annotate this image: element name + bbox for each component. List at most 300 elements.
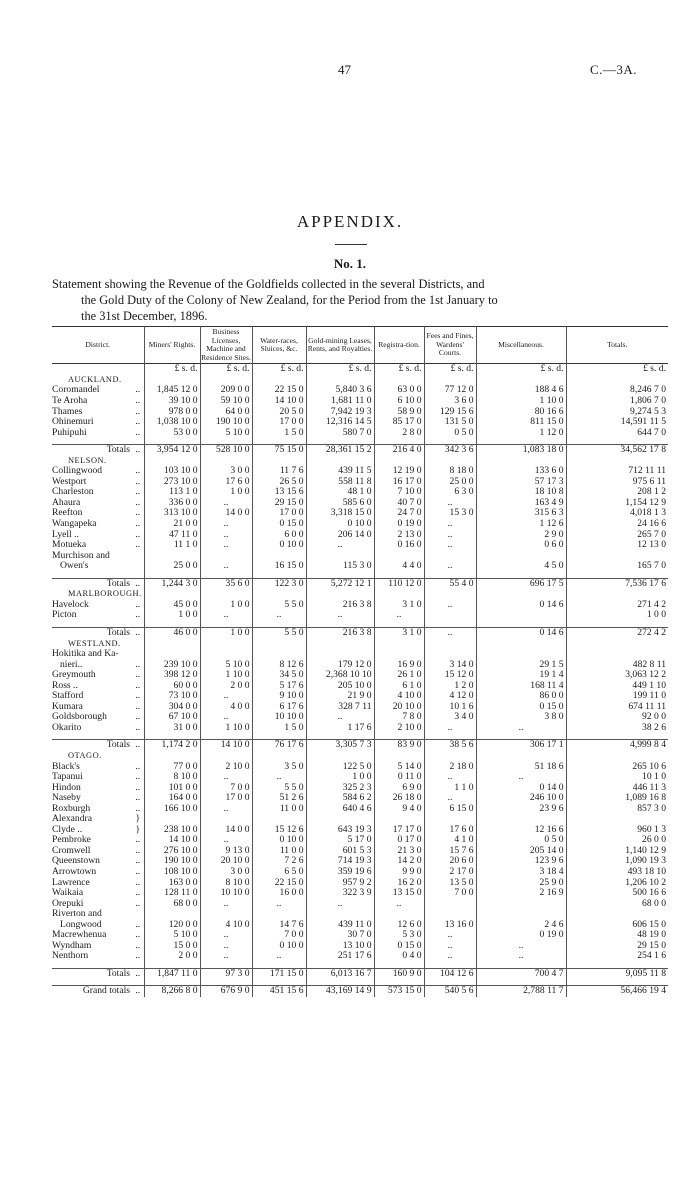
value-cell: 9 9 0 bbox=[374, 867, 424, 878]
district-name: Ohinemuri bbox=[52, 416, 94, 428]
value-cell bbox=[424, 649, 476, 660]
district-name: Lyell .. bbox=[52, 528, 79, 540]
value-cell: 131 5 0 bbox=[424, 417, 476, 428]
value-cell: 64 0 0 bbox=[200, 407, 252, 418]
value-cell: 18 10 8 bbox=[476, 487, 566, 498]
value-cell bbox=[476, 610, 566, 621]
value-cell: 16 17 0 bbox=[374, 477, 424, 488]
value-cell: 1 10 0 bbox=[476, 396, 566, 407]
district-name: Havelock bbox=[52, 598, 89, 610]
leader-dots: .. bbox=[135, 679, 141, 691]
totals-label: Totals bbox=[52, 968, 132, 979]
value-cell: 14 0 0 bbox=[200, 508, 252, 519]
col-miners-rights: Miners' Rights. bbox=[144, 327, 200, 364]
district-name: Naseby bbox=[52, 792, 81, 804]
district-name: Riverton and bbox=[52, 908, 102, 920]
value-cell: 8,266 8 0 bbox=[144, 986, 200, 997]
district-name: Ross .. bbox=[52, 679, 78, 691]
value-cell: 1,089 16 8 bbox=[566, 793, 668, 804]
value-cell bbox=[476, 899, 566, 910]
units-cell: £ s. d. bbox=[252, 364, 306, 375]
group-heading-cell: OTAGO. bbox=[68, 750, 102, 760]
value-cell: 8 12 6 bbox=[252, 660, 306, 671]
value-cell: 328 7 11 bbox=[306, 702, 374, 713]
leader-dots: .. bbox=[135, 475, 141, 487]
value-cell: 584 6 2 bbox=[306, 793, 374, 804]
totals-label: Totals bbox=[52, 578, 132, 589]
leader-dots: .. bbox=[135, 426, 141, 438]
units-cell: £ s. d. bbox=[144, 364, 200, 375]
value-cell: 16 9 0 bbox=[374, 660, 424, 671]
leader-dots: .. bbox=[135, 518, 141, 530]
district-name: Westport bbox=[52, 475, 87, 487]
value-cell: 1,154 12 9 bbox=[566, 498, 668, 509]
leader-dots: .. bbox=[135, 539, 141, 551]
value-cell: 439 11 5 bbox=[306, 466, 374, 477]
totals-label: Totals bbox=[52, 445, 132, 456]
value-cell: 199 11 0 bbox=[566, 691, 668, 702]
value-cell: 0 14 6 bbox=[476, 600, 566, 611]
value-cell: 3 4 0 bbox=[424, 712, 476, 723]
value-cell: .. bbox=[424, 519, 476, 530]
leader-dots: .. bbox=[135, 855, 141, 867]
empty-cell bbox=[200, 639, 252, 650]
value-cell: 2 10 0 bbox=[374, 723, 424, 734]
empty-cell bbox=[252, 751, 306, 762]
value-cell: 16 15 0 bbox=[252, 561, 306, 572]
table-row bbox=[52, 600, 668, 611]
value-cell: 19 1 4 bbox=[476, 670, 566, 681]
value-cell: 4 10 0 bbox=[374, 691, 424, 702]
value-cell: 206 14 0 bbox=[306, 530, 374, 541]
value-cell: 29 1 5 bbox=[476, 660, 566, 671]
value-cell: 239 10 0 bbox=[144, 660, 200, 671]
district-name: Arrowtown bbox=[52, 865, 97, 877]
value-cell: 1 0 0 bbox=[566, 610, 668, 621]
group-heading-cell: WESTLAND. bbox=[68, 638, 121, 648]
value-cell: 446 11 3 bbox=[566, 783, 668, 794]
value-cell: 2 9 0 bbox=[476, 530, 566, 541]
district-group-heading bbox=[52, 751, 668, 762]
leader-dots: } bbox=[135, 813, 141, 825]
value-cell: 77 0 0 bbox=[144, 762, 200, 773]
leader-dots: .. bbox=[135, 700, 141, 712]
value-cell: 2 13 0 bbox=[374, 530, 424, 541]
value-cell: 1 1 0 bbox=[424, 783, 476, 794]
leader-dots: .. bbox=[135, 507, 141, 519]
value-cell: 1 0 0 bbox=[144, 610, 200, 621]
value-cell: 273 10 0 bbox=[144, 477, 200, 488]
leader-dots: .. bbox=[135, 918, 141, 930]
value-cell: 67 10 0 bbox=[144, 712, 200, 723]
value-cell: 26 5 0 bbox=[252, 477, 306, 488]
value-cell: 336 0 0 bbox=[144, 498, 200, 509]
value-cell: 24 7 0 bbox=[374, 508, 424, 519]
value-cell: 251 17 6 bbox=[306, 951, 374, 962]
district-name: Motueka bbox=[52, 539, 87, 551]
statement-line-3: the 31st December, 1896. bbox=[81, 309, 208, 323]
value-cell: 7,942 19 3 bbox=[306, 407, 374, 418]
value-cell: 2 0 0 bbox=[144, 951, 200, 962]
value-cell: 160 9 0 bbox=[374, 968, 424, 979]
district-name: Goldsborough bbox=[52, 711, 107, 723]
value-cell: 674 11 11 bbox=[566, 702, 668, 713]
group-heading-dots bbox=[132, 639, 144, 650]
value-cell bbox=[566, 649, 668, 660]
value-cell: 0 15 0 bbox=[476, 702, 566, 713]
value-cell: .. bbox=[424, 498, 476, 509]
value-cell: 3 8 0 bbox=[476, 712, 566, 723]
units-cell: £ s. d. bbox=[306, 364, 374, 375]
value-cell: 272 4 2 bbox=[566, 627, 668, 638]
value-cell: 0 10 0 bbox=[252, 835, 306, 846]
empty-cell bbox=[306, 751, 374, 762]
value-cell: .. bbox=[200, 835, 252, 846]
value-cell: 29 15 0 bbox=[252, 498, 306, 509]
value-cell: 4 10 0 bbox=[200, 920, 252, 931]
value-cell: 4 5 0 bbox=[476, 561, 566, 572]
district-name: Thames bbox=[52, 405, 83, 417]
value-cell: .. bbox=[424, 951, 476, 962]
value-cell: 1 5 0 bbox=[252, 723, 306, 734]
district-name: Coromandel bbox=[52, 384, 100, 396]
leader-dots: .. bbox=[135, 486, 141, 498]
value-cell: 12 16 6 bbox=[476, 825, 566, 836]
value-cell: 14 2 0 bbox=[374, 856, 424, 867]
value-cell: 208 1 2 bbox=[566, 487, 668, 498]
value-cell: .. bbox=[424, 941, 476, 952]
value-cell: 14 10 0 bbox=[144, 835, 200, 846]
leader-dots: .. bbox=[135, 865, 141, 877]
value-cell: 76 17 6 bbox=[252, 740, 306, 751]
value-cell: 238 10 0 bbox=[144, 825, 200, 836]
value-cell: 133 6 0 bbox=[476, 466, 566, 477]
value-cell: 439 11 0 bbox=[306, 920, 374, 931]
value-cell: 51 2 6 bbox=[252, 793, 306, 804]
value-cell bbox=[144, 649, 200, 660]
value-cell: 975 6 11 bbox=[566, 477, 668, 488]
value-cell: 3 14 0 bbox=[424, 660, 476, 671]
value-cell: 978 0 0 bbox=[144, 407, 200, 418]
leader-dots bbox=[132, 649, 144, 660]
district-name: Kumara bbox=[52, 700, 83, 712]
value-cell: 209 0 0 bbox=[200, 385, 252, 396]
value-cell: 80 16 6 bbox=[476, 407, 566, 418]
value-cell: 164 0 0 bbox=[144, 793, 200, 804]
district-name: Macrewhenua bbox=[52, 929, 107, 941]
district-name: Lawrence bbox=[52, 876, 90, 888]
value-cell: 6 1 0 bbox=[374, 681, 424, 692]
value-cell: 6,013 16 7 bbox=[306, 968, 374, 979]
value-cell: 53 0 0 bbox=[144, 428, 200, 439]
district-name: Orepuki bbox=[52, 897, 84, 909]
value-cell: 20 5 0 bbox=[252, 407, 306, 418]
leader-dots: .. bbox=[135, 771, 141, 783]
value-cell: 2 0 0 bbox=[200, 681, 252, 692]
value-cell: 97 3 0 bbox=[200, 968, 252, 979]
value-cell: .. bbox=[306, 540, 374, 551]
value-cell: 38 2 6 bbox=[566, 723, 668, 734]
value-cell: 4 1 0 bbox=[424, 835, 476, 846]
leader-dots: .. bbox=[135, 781, 141, 793]
value-cell: 104 12 6 bbox=[424, 968, 476, 979]
leader-dots: .. bbox=[135, 384, 141, 396]
value-cell: 1,806 7 0 bbox=[566, 396, 668, 407]
value-cell: 0 17 0 bbox=[374, 835, 424, 846]
value-cell: 5 10 0 bbox=[144, 930, 200, 941]
group-heading-dots bbox=[132, 751, 144, 762]
value-cell: 1 12 6 bbox=[476, 519, 566, 530]
value-cell: 63 0 0 bbox=[374, 385, 424, 396]
leader-dots: .. bbox=[135, 395, 141, 407]
col-misc: Miscellaneous. bbox=[476, 327, 566, 364]
value-cell: 960 1 3 bbox=[566, 825, 668, 836]
value-cell: 13 10 0 bbox=[306, 941, 374, 952]
value-cell: 16 0 0 bbox=[252, 888, 306, 899]
value-cell: 0 19 0 bbox=[374, 519, 424, 530]
value-cell: 5 3 0 bbox=[374, 930, 424, 941]
value-cell: 2,788 11 7 bbox=[476, 986, 566, 997]
value-cell: 5 17 6 bbox=[252, 681, 306, 692]
value-cell: .. bbox=[424, 627, 476, 638]
district-name: Stafford bbox=[52, 690, 84, 702]
value-cell: 3,063 12 2 bbox=[566, 670, 668, 681]
statement-line-1: Statement showing the Revenue of the Goldfields collected in the several Districts, and bbox=[52, 277, 485, 291]
value-cell: 26 18 0 bbox=[374, 793, 424, 804]
value-cell: 15 7 6 bbox=[424, 846, 476, 857]
leader-dots: .. bbox=[132, 986, 144, 997]
value-cell: 3 18 4 bbox=[476, 867, 566, 878]
value-cell: 9 13 0 bbox=[200, 846, 252, 857]
value-cell: 14 0 0 bbox=[200, 825, 252, 836]
value-cell: 3 6 0 bbox=[424, 396, 476, 407]
leader-dots: .. bbox=[135, 939, 141, 951]
value-cell: 29 15 0 bbox=[566, 941, 668, 952]
value-cell: 11 0 0 bbox=[252, 846, 306, 857]
value-cell: 0 10 0 bbox=[306, 519, 374, 530]
value-cell: 449 1 10 bbox=[566, 681, 668, 692]
value-cell: 528 10 0 bbox=[200, 445, 252, 456]
district-name: Waikaia bbox=[52, 887, 84, 899]
leader-dots: .. bbox=[135, 669, 141, 681]
value-cell: 2 8 0 bbox=[374, 428, 424, 439]
table-row bbox=[52, 610, 668, 621]
leader-dots: .. bbox=[135, 897, 141, 909]
value-cell: .. bbox=[200, 712, 252, 723]
leader-dots: .. bbox=[132, 445, 144, 456]
value-cell bbox=[476, 649, 566, 660]
value-cell: 1 10 0 bbox=[200, 670, 252, 681]
leader-dots: .. bbox=[135, 416, 141, 428]
district-name: Hokitika and Ka- bbox=[52, 648, 119, 660]
district-name: Ahaura bbox=[52, 496, 81, 508]
value-cell: 5 17 0 bbox=[306, 835, 374, 846]
district-name: Black's bbox=[52, 760, 80, 772]
empty-cell bbox=[144, 751, 200, 762]
value-cell bbox=[424, 610, 476, 621]
value-cell: 451 15 6 bbox=[252, 986, 306, 997]
value-cell: 10 10 0 bbox=[252, 712, 306, 723]
value-cell: 640 4 6 bbox=[306, 804, 374, 815]
value-cell: 0 15 0 bbox=[252, 519, 306, 530]
value-cell: 23 9 6 bbox=[476, 804, 566, 815]
units-cell: £ s. d. bbox=[566, 364, 668, 375]
value-cell: 10 1 0 bbox=[566, 772, 668, 783]
table-row bbox=[52, 519, 668, 530]
value-cell: 9 4 0 bbox=[374, 804, 424, 815]
value-cell: 108 10 0 bbox=[144, 867, 200, 878]
totals-label: Grand totals bbox=[52, 986, 132, 997]
value-cell: 2 16 9 bbox=[476, 888, 566, 899]
leader-dots: .. bbox=[135, 690, 141, 702]
totals-row bbox=[52, 968, 668, 979]
district-name: Roxburgh bbox=[52, 802, 91, 814]
value-cell: 0 4 0 bbox=[374, 951, 424, 962]
value-cell: 3 0 0 bbox=[200, 466, 252, 477]
table-body bbox=[52, 364, 668, 997]
value-cell: 1 5 0 bbox=[252, 428, 306, 439]
value-cell: .. bbox=[200, 941, 252, 952]
value-cell: 3,954 12 0 bbox=[144, 445, 200, 456]
value-cell: 55 4 0 bbox=[424, 578, 476, 589]
value-cell: 696 17 5 bbox=[476, 578, 566, 589]
leader-dots: .. bbox=[135, 496, 141, 508]
value-cell: 5 5 0 bbox=[252, 600, 306, 611]
value-cell: 38 5 6 bbox=[424, 740, 476, 751]
value-cell: 0 15 0 bbox=[374, 941, 424, 952]
value-cell: 51 18 6 bbox=[476, 762, 566, 773]
value-cell: 585 6 0 bbox=[306, 498, 374, 509]
value-cell: 24 16 6 bbox=[566, 519, 668, 530]
value-cell: 15 12 0 bbox=[424, 670, 476, 681]
value-cell: 46 0 0 bbox=[144, 627, 200, 638]
value-cell: 4 4 0 bbox=[374, 561, 424, 572]
empty-cell bbox=[200, 751, 252, 762]
value-cell: 166 10 0 bbox=[144, 804, 200, 815]
value-cell: 580 7 0 bbox=[306, 428, 374, 439]
value-cell: 606 15 0 bbox=[566, 920, 668, 931]
value-cell: 276 10 0 bbox=[144, 846, 200, 857]
value-cell: 3,305 7 3 bbox=[306, 740, 374, 751]
value-cell: .. bbox=[424, 540, 476, 551]
district-name: Charleston bbox=[52, 486, 94, 498]
value-cell: 342 3 6 bbox=[424, 445, 476, 456]
value-cell bbox=[200, 649, 252, 660]
value-cell: .. bbox=[252, 610, 306, 621]
table-row bbox=[52, 649, 668, 660]
table-row bbox=[52, 723, 668, 734]
value-cell: 179 12 0 bbox=[306, 660, 374, 671]
district-name: Alexandra bbox=[52, 813, 92, 825]
value-cell: 8,246 7 0 bbox=[566, 385, 668, 396]
value-cell: 2,368 10 10 bbox=[306, 670, 374, 681]
value-cell: 10 10 0 bbox=[200, 888, 252, 899]
value-cell: 7 0 0 bbox=[424, 888, 476, 899]
leader-dots: .. bbox=[135, 792, 141, 804]
value-cell: 20 10 0 bbox=[200, 856, 252, 867]
value-cell: 40 7 0 bbox=[374, 498, 424, 509]
district-name: Puhipuhi bbox=[52, 426, 87, 438]
value-cell: 1,090 19 3 bbox=[566, 856, 668, 867]
leader-dots: .. bbox=[135, 802, 141, 814]
value-cell: 4,018 1 3 bbox=[566, 508, 668, 519]
value-cell: 2 17 0 bbox=[424, 867, 476, 878]
empty-cell bbox=[374, 751, 424, 762]
value-cell: 59 10 0 bbox=[200, 396, 252, 407]
value-cell: 265 10 6 bbox=[566, 762, 668, 773]
value-cell: 9,095 11 8 bbox=[566, 968, 668, 979]
value-cell: 0 5 0 bbox=[476, 835, 566, 846]
district-name: Clyde .. bbox=[52, 823, 83, 835]
value-cell: 0 14 0 bbox=[476, 783, 566, 794]
value-cell: 45 0 0 bbox=[144, 600, 200, 611]
value-cell: 188 4 6 bbox=[476, 385, 566, 396]
value-cell: 85 17 0 bbox=[374, 417, 424, 428]
value-cell: 1,206 10 2 bbox=[566, 878, 668, 889]
leader-dots: .. bbox=[135, 528, 141, 540]
value-cell: 1 10 0 bbox=[200, 723, 252, 734]
value-cell: .. bbox=[200, 772, 252, 783]
totals-row bbox=[52, 445, 668, 456]
value-cell: 14 10 0 bbox=[252, 396, 306, 407]
value-cell: 265 7 0 bbox=[566, 530, 668, 541]
appendix-title: APPENDIX. bbox=[296, 212, 404, 231]
district-name: Okarito bbox=[52, 721, 82, 733]
district-name: Wyndham bbox=[52, 939, 92, 951]
table-row bbox=[52, 530, 668, 541]
value-cell: 216 4 0 bbox=[374, 445, 424, 456]
value-cell: 12,316 14 5 bbox=[306, 417, 374, 428]
district-name: Longwood bbox=[60, 918, 102, 930]
header-row bbox=[52, 327, 668, 364]
value-cell: 6 9 0 bbox=[374, 783, 424, 794]
value-cell: 68 0 0 bbox=[566, 899, 668, 910]
value-cell: 1,244 3 0 bbox=[144, 578, 200, 589]
value-cell: 83 9 0 bbox=[374, 740, 424, 751]
section-number: No. 1. bbox=[333, 256, 367, 271]
value-cell: 13 15 6 bbox=[252, 487, 306, 498]
value-cell bbox=[374, 649, 424, 660]
value-cell: 0 14 6 bbox=[476, 627, 566, 638]
empty-cell bbox=[476, 639, 566, 650]
value-cell: 306 17 1 bbox=[476, 740, 566, 751]
value-cell: 163 0 0 bbox=[144, 878, 200, 889]
empty-cell bbox=[374, 639, 424, 650]
value-cell: 13 16 0 bbox=[424, 920, 476, 931]
empty-cell bbox=[144, 639, 200, 650]
value-cell: 25 0 0 bbox=[144, 561, 200, 572]
value-cell: 304 0 0 bbox=[144, 702, 200, 713]
value-cell: 1,847 11 0 bbox=[144, 968, 200, 979]
empty-cell bbox=[476, 751, 566, 762]
table-row bbox=[52, 867, 668, 878]
value-cell: .. bbox=[424, 561, 476, 572]
value-cell: 3 5 0 bbox=[252, 762, 306, 773]
leader-dots: .. bbox=[135, 598, 141, 610]
totals-row bbox=[52, 627, 668, 638]
value-cell: .. bbox=[200, 804, 252, 815]
col-fees: Fees and Fines, Wardens' Courts. bbox=[424, 327, 476, 364]
value-cell: 7 2 6 bbox=[252, 856, 306, 867]
value-cell: 48 19 0 bbox=[566, 930, 668, 941]
value-cell: .. bbox=[424, 600, 476, 611]
totals-row bbox=[52, 986, 668, 997]
value-cell: 1 0 0 bbox=[200, 600, 252, 611]
district-name: Hindon bbox=[52, 781, 81, 793]
col-registration: Registra-tion. bbox=[374, 327, 424, 364]
leader-dots: .. bbox=[135, 405, 141, 417]
value-cell: 254 1 6 bbox=[566, 951, 668, 962]
